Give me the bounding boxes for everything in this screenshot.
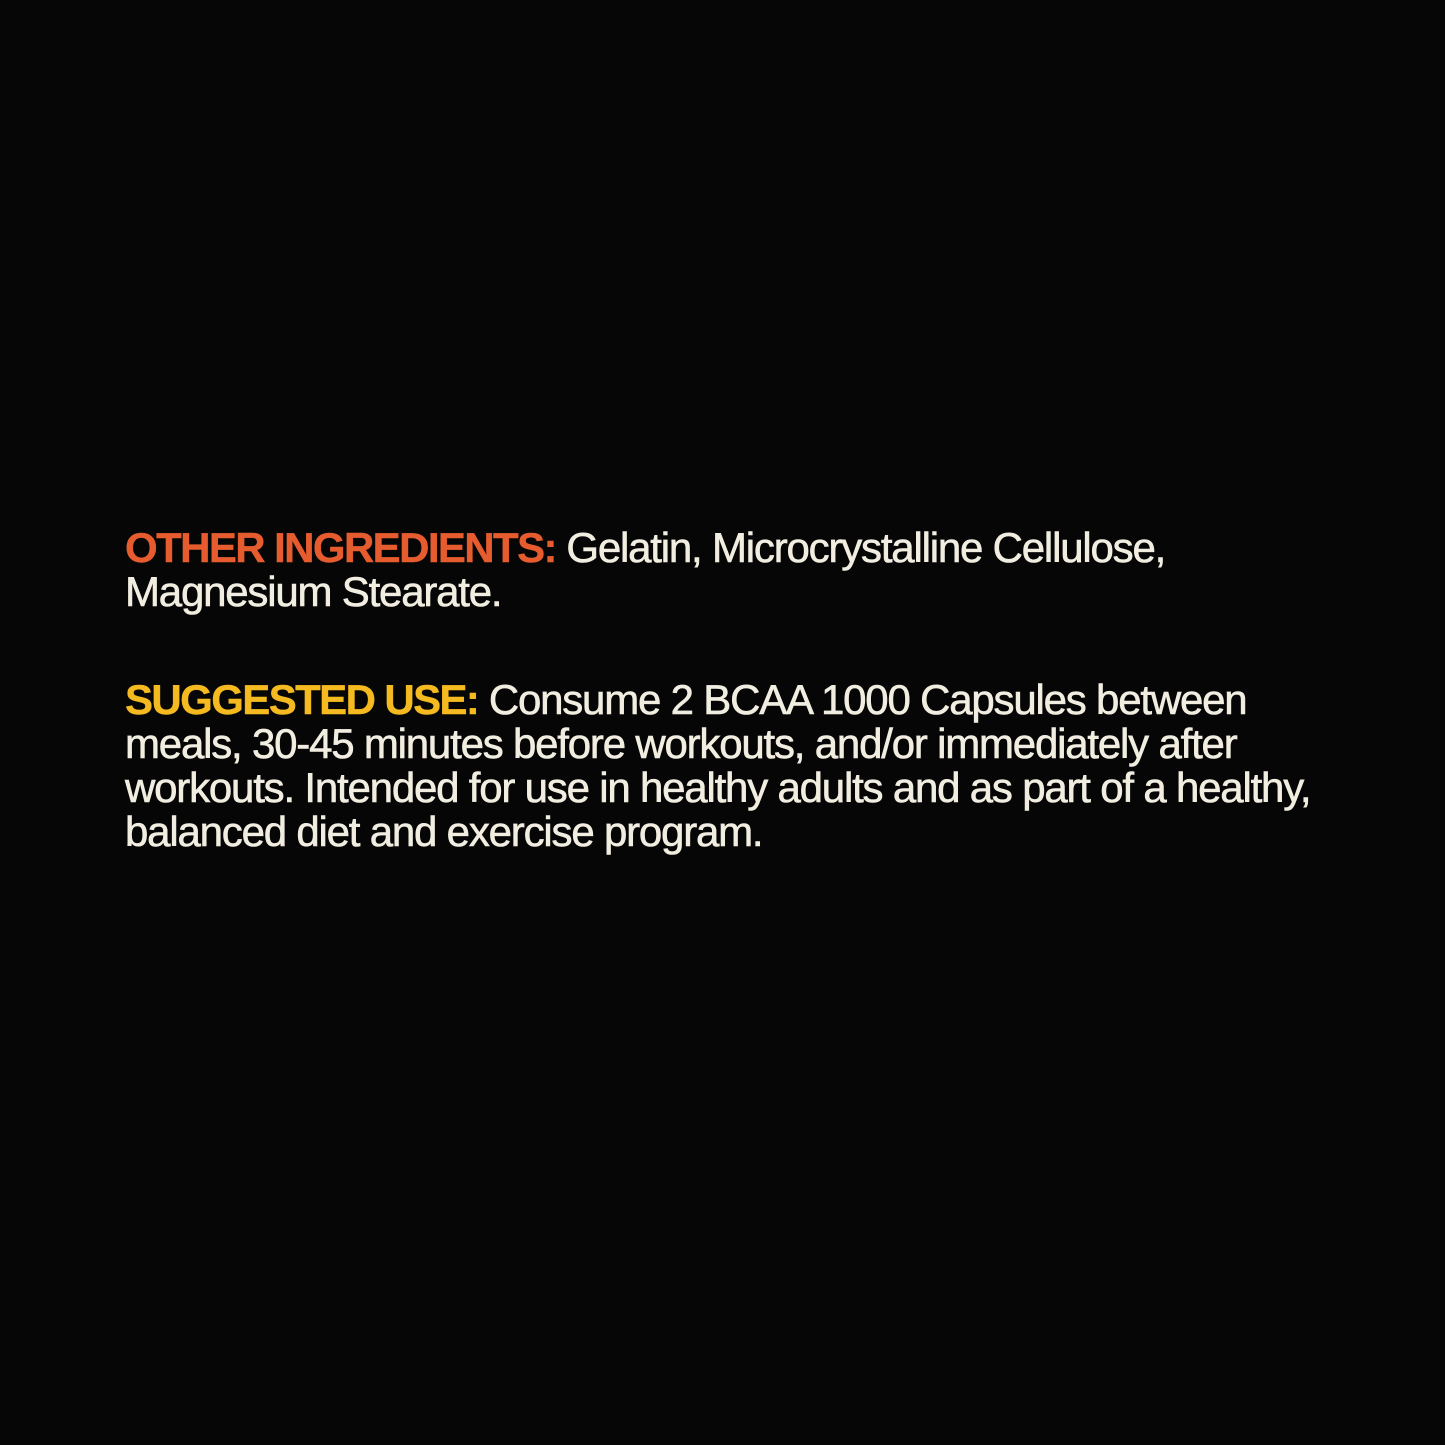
suggested-use-heading: SUGGESTED USE: <box>125 676 479 723</box>
suggested-use-section <box>125 678 1343 854</box>
other-ingredients-section <box>125 526 1343 614</box>
other-ingredients-body: Gelatin, Microcrystalline Cellulose, Magnesium Stearate. <box>125 524 1166 615</box>
label-text-block <box>125 526 1343 854</box>
other-ingredients-heading: OTHER INGREDIENTS: <box>125 524 556 571</box>
suggested-use-body: Consume 2 BCAA 1000 Capsules between meals, 30-45 minutes before workouts, and/or immediately after workouts. Intended for use in healthy adults and as part of a healthy, balanced diet and exercise program. <box>125 676 1311 855</box>
